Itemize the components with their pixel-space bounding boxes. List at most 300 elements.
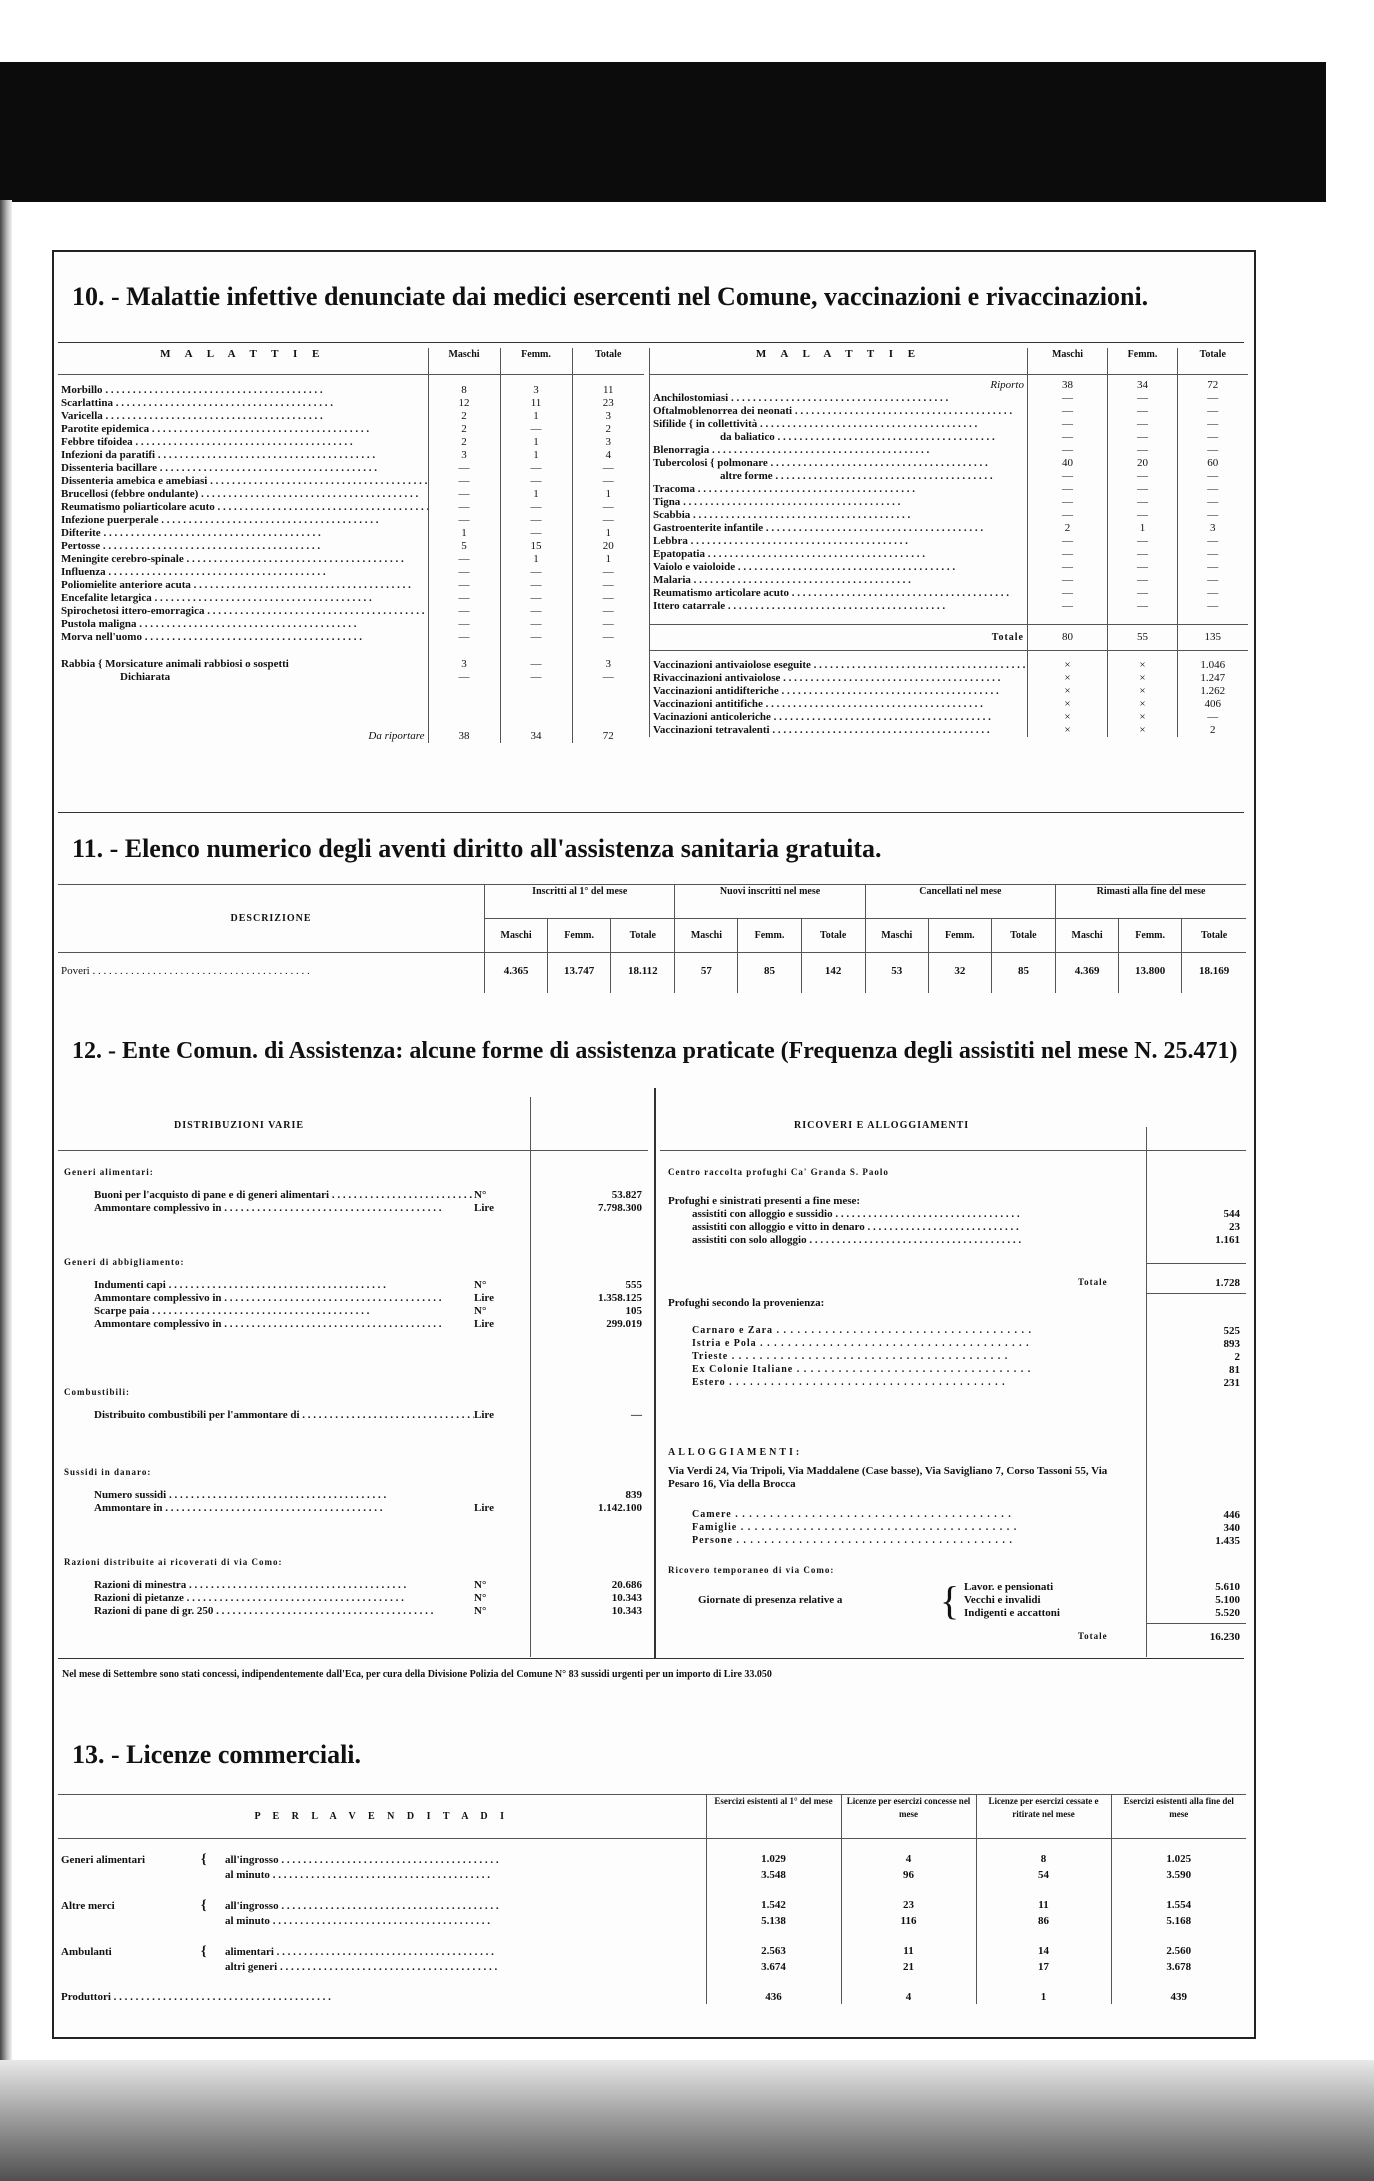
razioni-value: 10.343 <box>611 1592 642 1604</box>
disease-row-r2-label: Tracoma . . . <box>650 483 1028 496</box>
licenze-value: 11 <box>976 1899 1111 1915</box>
col-vendita: P E R L A V E N D I T A D I <box>254 1811 510 1822</box>
vaccination-row-val: × <box>1028 672 1108 685</box>
disease-row-val: 5 <box>428 540 500 553</box>
vaccination-row-val: × <box>1028 698 1108 711</box>
giornate-row-value: 5.100 <box>1215 1594 1240 1606</box>
provenienza-label: Carnaro e Zara . . . <box>692 1325 1032 1336</box>
poveri-value: 85 <box>991 953 1055 993</box>
vaccination-row-val: 1.247 <box>1178 672 1248 685</box>
alloggiamenti-head: ALLOGGIAMENTI: <box>668 1447 803 1458</box>
licenze-value: 116 <box>841 1915 976 1931</box>
sifilide-row: Sifilide { in collettività . . . — — — <box>650 418 1248 431</box>
disease-row-label: Infezione puerperale . . . <box>58 514 428 527</box>
disease-row-r2 <box>650 574 1248 587</box>
disease-row-r2-label: Reumatismo articolare acuto . . . <box>650 587 1028 600</box>
col-esistenti-fine: Esercizi esistenti alla fine del mese <box>1111 1795 1246 1839</box>
col-malattie: M A L A T T I E <box>160 348 326 360</box>
combustibili-row <box>64 1409 644 1422</box>
giornate-row-value: 5.610 <box>1215 1581 1240 1593</box>
disease-row-val: 1 <box>500 553 572 566</box>
disease-row-val: — <box>428 605 500 618</box>
ricoveri-totale-value: 16.230 <box>1209 1631 1240 1643</box>
centro-raccolta: Centro raccolta profughi Ca' Granda S. Paolo <box>668 1167 889 1177</box>
riporto-t: 72 <box>1178 374 1248 392</box>
disease-row-val: — <box>428 618 500 631</box>
disease-row-val: — <box>428 631 500 644</box>
razioni-value: 10.343 <box>611 1605 642 1617</box>
disease-row-label: Infezioni da paratifi . . . <box>58 449 428 462</box>
col-totale-r: Totale <box>1178 348 1248 374</box>
licenze-value: 86 <box>976 1915 1111 1931</box>
disease-row-val: — <box>572 462 644 475</box>
licenze-value: 11 <box>841 1945 976 1961</box>
generi-abbigliamento-head: Generi di abbigliamento: <box>64 1257 185 1267</box>
disease-row-label: Brucellosi (febbre ondulante) . . . <box>58 488 428 501</box>
disease-row <box>58 514 644 527</box>
tubercolosi-row-sub-label: polmonare . . . <box>717 457 988 469</box>
section-13-title: 13. - Licenze commerciali. <box>72 1740 362 1769</box>
scan-left-edge <box>0 200 12 2181</box>
produttori-value: 1 <box>976 1991 1111 2004</box>
disease-row-r2-val: — <box>1178 509 1248 522</box>
disease-row-val: 12 <box>428 397 500 410</box>
razioni-unit: N° <box>474 1605 487 1617</box>
vaccination-row-label: Vaccinazioni antivaiolose eseguite . . . <box>650 659 1028 672</box>
tubercolosi-row-val: 20 <box>1108 457 1178 470</box>
poveri-value: 4.369 <box>1056 953 1119 993</box>
licenze-row <box>58 1915 1246 1931</box>
disease-row-r2-val: — <box>1028 548 1108 561</box>
vaccination-row-val: × <box>1108 711 1178 724</box>
scan-bottom-shadow <box>0 2060 1374 2181</box>
poveri-value: 53 <box>865 953 928 993</box>
disease-row-val: 20 <box>572 540 644 553</box>
tubercolosi-row-val: — <box>1108 470 1178 483</box>
sub-col: Femm. <box>928 919 991 953</box>
sifilide-row-val: — <box>1108 431 1178 444</box>
disease-row-val: 2 <box>572 423 644 436</box>
profughi-totale-value: 1.728 <box>1215 1277 1240 1289</box>
disease-row <box>58 579 644 592</box>
sussidi-label: Ammontare in . . . <box>94 1502 474 1514</box>
licenze-row: Altre merci { all'ingrosso . . . 1.542 23 11 1.554 <box>58 1899 1246 1915</box>
rabbia-row <box>58 671 644 684</box>
licenze-value: 3.678 <box>1111 1961 1246 1977</box>
poveri-value: 4.365 <box>485 953 548 993</box>
col-descrizione: DESCRIZIONE <box>230 913 312 924</box>
licenze-value: 1.542 <box>706 1899 841 1915</box>
produttori-value: 436 <box>706 1991 841 2004</box>
rabbia-m-1: — <box>428 671 500 684</box>
vaccination-row-val: — <box>1178 711 1248 724</box>
vaccination-row <box>650 659 1248 672</box>
sussidi-value: 1.142.100 <box>598 1502 642 1514</box>
disease-row-r2 <box>650 522 1248 535</box>
blenorragia-row-val: — <box>1108 444 1178 457</box>
disease-row-val: — <box>500 475 572 488</box>
licenze-group-label: Generi alimentari <box>61 1853 146 1866</box>
rabbia-m-0: 3 <box>428 658 500 671</box>
disease-row <box>58 397 644 410</box>
provenienza-label: Estero . . . <box>692 1377 1032 1388</box>
licenze-value: 3.590 <box>1111 1869 1246 1885</box>
poveri-value: 142 <box>801 953 865 993</box>
disease-row-r2-val: — <box>1028 587 1108 600</box>
disease-row-r2-val: — <box>1028 483 1108 496</box>
licenze-row: Ambulanti { alimentari . . . 2.563 11 14 2.560 <box>58 1945 1246 1961</box>
disease-row <box>58 631 644 644</box>
vaccination-row <box>650 724 1248 737</box>
licenze-sub-label: all'ingrosso . . . <box>225 1854 499 1866</box>
col-maschi-r: Maschi <box>1028 348 1108 374</box>
col-femm-r: Femm. <box>1108 348 1178 374</box>
footnote: Nel mese di Settembre sono stati concessi, indipendentemente dall'Eca, per cura della Divisione Polizia del Comune N° 83 sussidi urgenti per un importo di Lire 33.050 <box>62 1669 772 1680</box>
licenze-value: 8 <box>976 1853 1111 1869</box>
razioni-row <box>64 1605 644 1618</box>
disease-row-label: Dissenteria amebica e amebiasi . . . <box>58 475 428 488</box>
disease-row-r-label: Anchilostomiasi . . . <box>650 392 1028 405</box>
provenienza-label: Trieste . . . <box>692 1351 1032 1362</box>
generi-alimentari-label: Buoni per l'acquisto di pane e di generi alimentari . . . <box>94 1189 474 1201</box>
disease-row-r-val: — <box>1178 405 1248 418</box>
provenienza-head: Profughi secondo la provenienza: <box>668 1297 825 1309</box>
disease-row-val: — <box>500 514 572 527</box>
totale-row <box>650 625 1248 651</box>
vaccination-row-val: 406 <box>1178 698 1248 711</box>
razioni-row <box>64 1579 644 1592</box>
sussidi-label: Numero sussidi . . . <box>94 1489 474 1501</box>
profughi-totale-label: Totale <box>1078 1277 1108 1287</box>
licenze-row: Generi alimentari { all'ingrosso . . . 1.029 4 8 1.025 <box>58 1853 1246 1869</box>
disease-row-r2 <box>650 496 1248 509</box>
group-inscritti: Inscritti al 1° del mese <box>485 885 675 919</box>
ricoveri-totale-label: Totale <box>1078 1631 1108 1641</box>
sussidi-row <box>64 1489 644 1502</box>
combustibili-label: Distribuito combustibili per l'ammontare di . . . <box>94 1409 474 1421</box>
licenze-value: 2.563 <box>706 1945 841 1961</box>
disease-row-val: — <box>500 527 572 540</box>
licenze-sub-label: all'ingrosso . . . <box>225 1900 499 1912</box>
disease-row-val: 3 <box>428 449 500 462</box>
sub-col: Femm. <box>738 919 801 953</box>
disease-row <box>58 436 644 449</box>
disease-row-val: 8 <box>428 384 500 397</box>
licenze-value: 4 <box>841 1853 976 1869</box>
razioni-label: Razioni di pane di gr. 250 . . . <box>94 1605 474 1617</box>
disease-row-val: — <box>500 605 572 618</box>
blenorragia-row-val: — <box>1178 444 1248 457</box>
sussidi-value: 839 <box>625 1489 642 1501</box>
tubercolosi-row <box>650 470 1248 483</box>
licenze-group-label: Ambulanti <box>61 1945 112 1958</box>
riporto-m: 38 <box>1028 374 1108 392</box>
disease-row-val: 3 <box>572 436 644 449</box>
rabbia-t-0: 3 <box>572 658 644 671</box>
generi-abbigliamento-unit: N° <box>474 1279 487 1291</box>
disease-row-val: — <box>428 514 500 527</box>
provenienza-value: 525 <box>1223 1325 1240 1337</box>
blenorragia-row-label: Blenorragia . . . <box>650 444 1028 457</box>
generi-alimentari-unit: Lire <box>474 1202 494 1214</box>
totale-m: 80 <box>1028 625 1108 651</box>
vaccination-row-label: Rivaccinazioni antivaiolose . . . <box>650 672 1028 685</box>
combustibili-value: — <box>631 1409 642 1421</box>
disease-row-val: — <box>572 631 644 644</box>
generi-alimentari-label: Ammontare complessivo in . . . <box>94 1202 474 1214</box>
disease-row-r2-val: — <box>1028 496 1108 509</box>
vaccination-row-label: Vacinazioni anticoleriche . . . <box>650 711 1028 724</box>
da-riportare-m: 38 <box>428 730 500 743</box>
disease-row-r2-val: — <box>1108 574 1178 587</box>
sub-col: Maschi <box>1056 919 1119 953</box>
disease-row-r2-label: Scabbia . . . <box>650 509 1028 522</box>
rabbia-sub-1: Dichiarata <box>120 671 171 683</box>
disease-row-r2-val: — <box>1108 600 1178 613</box>
vaccination-row <box>650 711 1248 724</box>
razioni-label: Razioni di minestra . . . <box>94 1579 474 1591</box>
disease-row-val: — <box>500 423 572 436</box>
disease-row-label: Encefalite letargica . . . <box>58 592 428 605</box>
disease-row <box>58 527 644 540</box>
disease-row-label: Meningite cerebro-spinale . . . <box>58 553 428 566</box>
licenze-value: 3.674 <box>706 1961 841 1977</box>
alloggiamenti-label: Persone . . . <box>692 1535 1032 1546</box>
licenze-sub-label: alimentari . . . <box>225 1946 494 1958</box>
ricoveri-title: RICOVERI E ALLOGGIAMENTI <box>794 1120 970 1131</box>
disease-row-val: — <box>428 566 500 579</box>
disease-row-r2-val: — <box>1178 561 1248 574</box>
disease-row-r-val: — <box>1028 392 1108 405</box>
disease-row-val: — <box>500 592 572 605</box>
disease-row-val: — <box>572 579 644 592</box>
razioni-value: 20.686 <box>611 1579 642 1591</box>
disease-row-label: Difterite . . . <box>58 527 428 540</box>
profughi-row-value: 544 <box>1223 1208 1240 1220</box>
vaccination-row-val: × <box>1028 659 1108 672</box>
generi-abbigliamento-row <box>64 1279 644 1292</box>
licenze-value: 21 <box>841 1961 976 1977</box>
vaccination-row <box>650 685 1248 698</box>
disease-row-val: — <box>572 501 644 514</box>
disease-row-val: 23 <box>572 397 644 410</box>
riporto-row <box>650 374 1248 392</box>
group-nuovi: Nuovi inscritti nel mese <box>675 885 865 919</box>
generi-abbigliamento-value: 105 <box>625 1305 642 1317</box>
sub-col: Maschi <box>675 919 738 953</box>
provenienza-value: 893 <box>1223 1338 1240 1350</box>
disease-row-label: Febbre tifoidea . . . <box>58 436 428 449</box>
disease-row-val: — <box>428 475 500 488</box>
sub-col: Maschi <box>485 919 548 953</box>
vaccination-row <box>650 698 1248 711</box>
disease-row-label: Influenza . . . <box>58 566 428 579</box>
licenze-value: 2.560 <box>1111 1945 1246 1961</box>
alloggiamenti-value: 446 <box>1223 1509 1240 1521</box>
da-riportare-f: 34 <box>500 730 572 743</box>
generi-abbigliamento-value: 299.019 <box>606 1318 642 1330</box>
disease-row-r2-val: — <box>1108 509 1178 522</box>
razioni-label: Razioni di pietanze . . . <box>94 1592 474 1604</box>
disease-row-r2 <box>650 535 1248 548</box>
totale-label: Totale <box>991 632 1024 643</box>
disease-row-val: — <box>572 566 644 579</box>
generi-alimentari-unit: N° <box>474 1189 487 1201</box>
vaccination-row-val: × <box>1108 698 1178 711</box>
disease-row-r2-val: 1 <box>1108 522 1178 535</box>
generi-alimentari-row <box>64 1202 644 1215</box>
disease-row-r2-label: Tigna . . . <box>650 496 1028 509</box>
tubercolosi-row-val: 60 <box>1178 457 1248 470</box>
sub-col: Totale <box>991 919 1055 953</box>
vaccination-row <box>650 672 1248 685</box>
licenze-row <box>58 1869 1246 1885</box>
disease-row-val: 1 <box>572 527 644 540</box>
disease-row-val: — <box>428 592 500 605</box>
poveri-value: 85 <box>738 953 801 993</box>
col-esistenti-inizio: Esercizi esistenti al 1° del mese <box>706 1795 841 1839</box>
licenze-value: 54 <box>976 1869 1111 1885</box>
vaccination-row-label: Vaccinazioni antidifteriche . . . <box>650 685 1028 698</box>
generi-abbigliamento-label: Ammontare complessivo in . . . <box>94 1318 474 1330</box>
sussidi-head: Sussidi in danaro: <box>64 1467 152 1477</box>
vaccination-row-val: × <box>1108 672 1178 685</box>
poveri-value: 13.800 <box>1119 953 1182 993</box>
alloggiamenti-label: Famiglie . . . <box>692 1522 1032 1533</box>
disease-row <box>58 618 644 631</box>
poveri-row <box>58 953 1246 993</box>
disease-row-val: — <box>428 553 500 566</box>
da-riportare-row <box>58 730 644 743</box>
disease-row <box>58 462 644 475</box>
disease-row-r2 <box>650 548 1248 561</box>
vaccination-row-val: × <box>1028 724 1108 737</box>
alloggiamenti-value: 1.435 <box>1215 1535 1240 1547</box>
giornate-row-label: Lavor. e pensionati <box>964 1581 1054 1593</box>
disease-row-val: 2 <box>428 423 500 436</box>
sub-col: Totale <box>801 919 865 953</box>
provenienza-label: Istria e Pola . . . <box>692 1338 1032 1349</box>
riporto-f: 34 <box>1108 374 1178 392</box>
disease-row-label: Parotite epidemica . . . <box>58 423 428 436</box>
profughi-row-label: assistiti con alloggio e vitto in denaro . . . <box>692 1221 1022 1233</box>
vaccination-row-val: × <box>1108 659 1178 672</box>
disease-row <box>58 540 644 553</box>
licenze-value: 5.138 <box>706 1915 841 1931</box>
produttori-row <box>58 1991 1246 2004</box>
disease-row-val: 1 <box>500 410 572 423</box>
disease-row-r <box>650 405 1248 418</box>
disease-row-label: Morva nell'uomo . . . <box>58 631 428 644</box>
sub-col: Femm. <box>548 919 611 953</box>
col-femm: Femm. <box>500 348 572 374</box>
disease-row-label: Scarlattina . . . <box>58 397 428 410</box>
disease-row-label: Morbillo . . . <box>58 384 428 397</box>
col-malattie-r: M A L A T T I E <box>755 348 922 360</box>
disease-row-val: 2 <box>428 410 500 423</box>
disease-row-r2-label: Malaria . . . <box>650 574 1028 587</box>
rabbia-t-1: — <box>572 671 644 684</box>
generi-alimentari-row <box>64 1189 644 1202</box>
disease-row-val: — <box>572 514 644 527</box>
disease-row-r-label: Oftalmoblenorrea dei neonati . . . <box>650 405 1028 418</box>
disease-row <box>58 410 644 423</box>
totale-f: 55 <box>1108 625 1178 651</box>
disease-row-r2-val: — <box>1108 535 1178 548</box>
alloggiamenti-text: Via Verdi 24, Via Tripoli, Via Maddalene (Case basse), Via Savigliano 7, Corso Tassoni 55, Via Pesaro 16, Via della Brocca <box>668 1465 1108 1490</box>
sifilide-row-sub-label: da baliatico . . . <box>720 431 995 443</box>
sifilide-row-val: — <box>1028 431 1108 444</box>
poveri-label: Poveri . . . <box>58 953 485 993</box>
rabbia-row: Rabbia { Morsicature animali rabbiosi o sospetti 3 — 3 <box>58 658 644 671</box>
sifilide-row-val: — <box>1108 418 1178 431</box>
disease-row-val: — <box>428 462 500 475</box>
vaccination-row-val: 1.046 <box>1178 659 1248 672</box>
licenze-sub-label: al minuto . . . <box>225 1869 490 1881</box>
disease-row-r2 <box>650 587 1248 600</box>
disease-row-r2-val: — <box>1108 483 1178 496</box>
disease-row-r-val: — <box>1108 392 1178 405</box>
disease-row-val: 1 <box>572 488 644 501</box>
provenienza-label: Ex Colonie Italiane . . . <box>692 1364 1032 1375</box>
ricoveri-head: Ricovero temporaneo di via Como: <box>668 1565 835 1575</box>
disease-row-r2-label: Epatopatia . . . <box>650 548 1028 561</box>
disease-row-val: — <box>572 605 644 618</box>
disease-row-r2-label: Lebbra . . . <box>650 535 1028 548</box>
disease-row-val: — <box>572 618 644 631</box>
da-riportare-label: Da riportare <box>368 730 425 742</box>
poveri-value: 13.747 <box>548 953 611 993</box>
assistance-table <box>58 884 1246 993</box>
disease-row <box>58 423 644 436</box>
licenze-value: 17 <box>976 1961 1111 1977</box>
disease-row <box>58 553 644 566</box>
disease-row-val: 1 <box>500 436 572 449</box>
vaccination-row-val: × <box>1108 685 1178 698</box>
disease-row-val: 4 <box>572 449 644 462</box>
poveri-value: 57 <box>675 953 738 993</box>
disease-row-val: 2 <box>428 436 500 449</box>
disease-row-r2-val: — <box>1028 574 1108 587</box>
licenze-value: 14 <box>976 1945 1111 1961</box>
combustibili <box>64 1387 644 1422</box>
disease-row-r-val: — <box>1028 405 1108 418</box>
sussidi-row <box>64 1502 644 1515</box>
disease-row-r2-val: — <box>1028 600 1108 613</box>
disease-row-r2-val: — <box>1178 535 1248 548</box>
disease-row <box>58 384 644 397</box>
disease-row-r2-val: — <box>1178 587 1248 600</box>
disease-row-label: Reumatismo poliarticolare acuto . . . <box>58 501 428 514</box>
disease-row-r2-val: — <box>1178 600 1248 613</box>
tubercolosi-row-val: — <box>1178 470 1248 483</box>
disease-row-val: 1 <box>428 527 500 540</box>
licenze-value: 96 <box>841 1869 976 1885</box>
vaccination-row-val: × <box>1108 724 1178 737</box>
disease-row-label: Spirochetosi ittero-emorragica . . . <box>58 605 428 618</box>
sub-col: Maschi <box>865 919 928 953</box>
disease-row-r2-label: Gastroenterite infantile . . . <box>650 522 1028 535</box>
generi-alimentari <box>64 1167 644 1215</box>
vaccination-row-val: × <box>1028 685 1108 698</box>
disease-row-r2-val: — <box>1108 496 1178 509</box>
alloggiamenti-label: Camere . . . <box>692 1509 1032 1520</box>
disease-row-val: — <box>428 488 500 501</box>
combustibili-head: Combustibili: <box>64 1387 131 1397</box>
generi-alimentari-value: 7.798.300 <box>598 1202 642 1214</box>
razioni-head: Razioni distribuite ai ricoverati di via Como: <box>64 1557 283 1567</box>
scan-dark-band <box>0 62 1326 202</box>
